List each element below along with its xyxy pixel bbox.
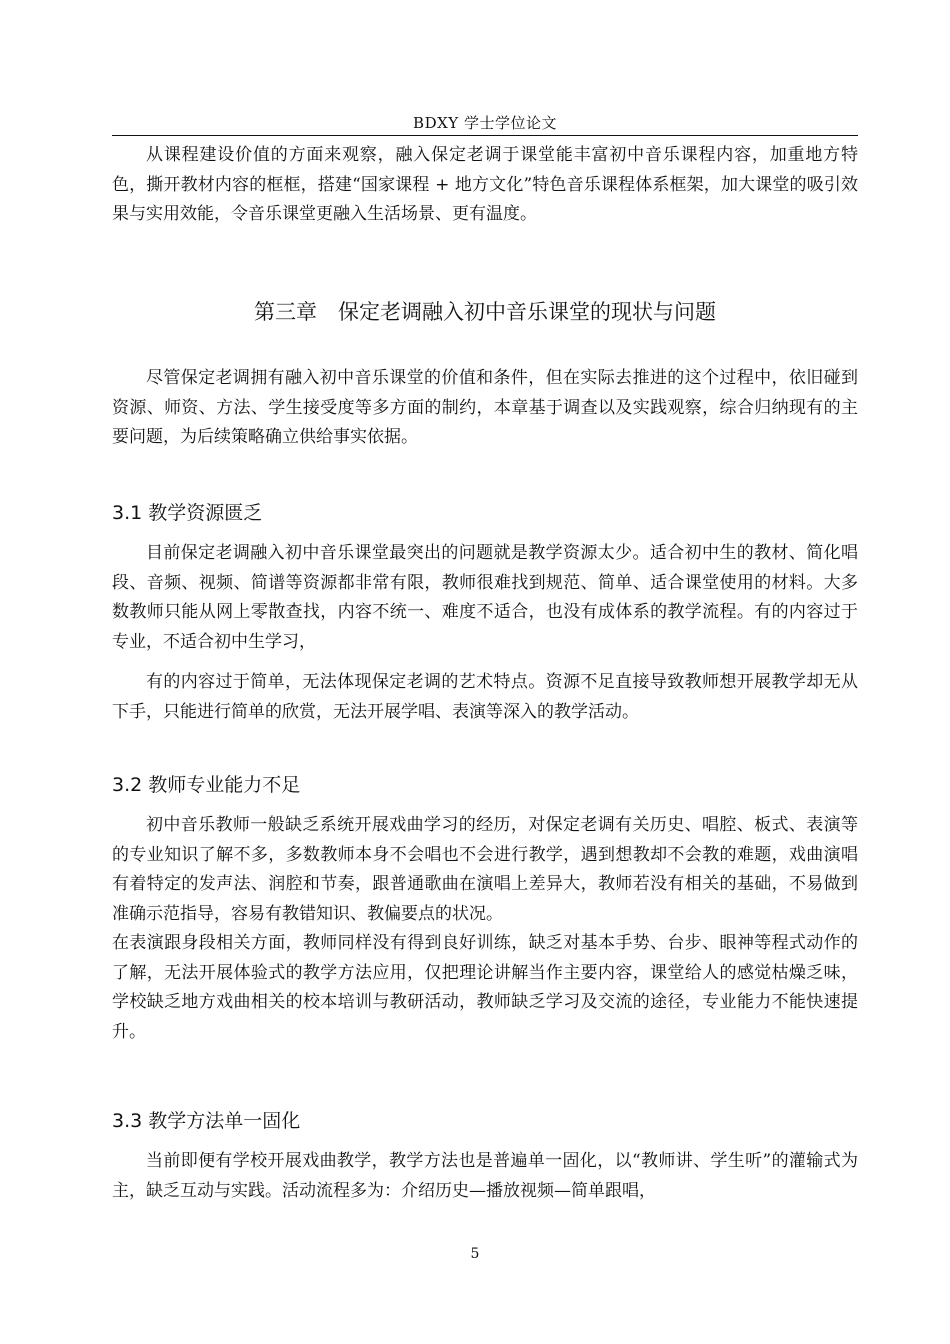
body-paragraph: 有的内容过于简单，无法体现保定老调的艺术特点。资源不足直接导致教师想开展教学却无从下手，只能进行简单的欣赏，无法开展学唱、表演等深入的教学活动。	[112, 672, 858, 722]
body-paragraph: 尽管保定老调拥有融入初中音乐课堂的价值和条件，但在实际去推进的这个过程中，依旧碰到资源、师资、方法、学生接受度等多方面的制约，本章基于调查以及实践观察，综合归纳现有的主要问题，为后续策略确立供给事实依据。	[112, 368, 858, 447]
section-heading: 3.3 教学方法单一固化	[112, 1110, 301, 1132]
section-heading: 3.2 教师专业能力不足	[112, 774, 301, 796]
body-paragraph: 从课程建设价值的方面来观察，融入保定老调于课堂能丰富初中音乐课程内容，加重地方特色，撕开教材内容的框框，搭建“国家课程 + 地方文化”特色音乐课程体系框架，加大课堂的吸引效果与实用效能，令音乐课堂更融入生活场景、更有温度。	[112, 145, 858, 224]
body-paragraph: 在表演跟身段相关方面，教师同样没有得到良好训练，缺乏对基本手势、台步、眼神等程式动作的了解，无法开展体验式的教学方法应用，仅把理论讲解当作主要内容，课堂给人的感觉枯燥乏味，学校缺乏地方戏曲相关的校本培训与教研活动，教师缺乏学习及交流的途径，专业能力不能快速提升。	[112, 933, 858, 1042]
header-rule	[112, 135, 858, 136]
body-paragraph: 当前即便有学校开展戏曲教学，教学方法也是普遍单一固化，以“教师讲、学生听”的灌输式为主，缺乏互动与实践。活动流程多为：介绍历史—播放视频—简单跟唱，	[112, 1151, 858, 1201]
running-header: BDXY 学士学位论文	[413, 114, 557, 132]
body-paragraph: 初中音乐教师一般缺乏系统开展戏曲学习的经历，对保定老调有关历史、唱腔、板式、表演等的专业知识了解不多，多数教师本身不会唱也不会进行教学，遇到想教却不会教的难题，戏曲演唱有着特定的发声法、润腔和节奏，跟普通歌曲在演唱上差异大，教师若没有相关的基础，不易做到准确示范指导，容易有教错知识、教偏要点的状况。	[112, 815, 858, 924]
body-paragraph: 目前保定老调融入初中音乐课堂最突出的问题就是教学资源太少。适合初中生的教材、简化唱段、音频、视频、简谱等资源都非常有限，教师很难找到规范、简单、适合课堂使用的材料。大多数教师只能从网上零散查找，内容不统一、难度不适合，也没有成体系的教学流程。有的内容过于专业，不适合初中生学习，	[112, 543, 858, 652]
section-heading: 3.1 教学资源匮乏	[112, 502, 263, 524]
page-number: 5	[470, 1246, 480, 1262]
chapter-title: 第三章 保定老调融入初中音乐课堂的现状与问题	[254, 300, 716, 324]
